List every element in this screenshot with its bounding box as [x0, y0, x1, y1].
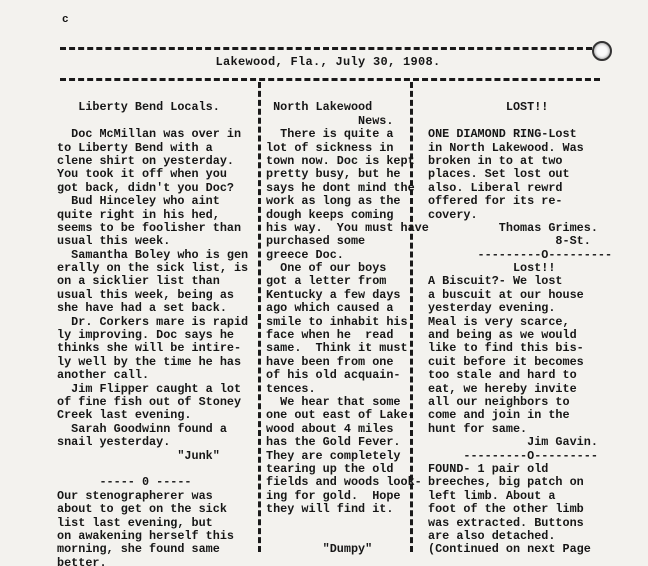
column-line: of fine fish out of Stoney	[57, 394, 242, 409]
column-line: one out east of Lake-	[266, 408, 415, 423]
column-line: on awakening herself this	[57, 528, 234, 543]
column-line: purchased some	[266, 234, 366, 249]
column-line: smile to inhabit his	[266, 314, 408, 329]
column-line: in North Lakewood. Was	[428, 140, 584, 155]
column-line: erally on the sick list, is	[57, 261, 249, 276]
top-rule	[60, 47, 592, 50]
column-line: Thomas Grimes.	[428, 220, 598, 235]
column-line: There is quite a	[266, 127, 394, 142]
column-line: Bud Hinceley who aint	[57, 194, 220, 209]
column-line: work as long as the	[266, 194, 401, 209]
column-line: FOUND- 1 pair old	[428, 461, 549, 476]
column-line: better.	[57, 555, 107, 566]
column-line: broken in to at two	[428, 153, 563, 168]
column-line	[266, 517, 429, 530]
column-line: his way. You must have	[266, 220, 429, 235]
column-line: hunt for same.	[428, 421, 528, 436]
dateline: Lakewood, Fla., July 30, 1908.	[215, 55, 441, 69]
column-line: fields and woods look-	[266, 475, 422, 490]
column-line: they will find it.	[266, 502, 394, 517]
column-line	[57, 463, 248, 476]
column-line: cuit before it becomes	[428, 354, 584, 369]
column-line: A Biscuit?- We lost	[428, 274, 563, 289]
column-line: Sarah Goodwinn found a	[57, 421, 227, 436]
column-line: ---------O---------	[428, 448, 598, 463]
column-line: Kentucky a few days	[266, 287, 401, 302]
column-line: ---------O---------	[428, 247, 613, 262]
column-line: usual this week.	[57, 234, 171, 249]
column-line: a buscuit at our house	[428, 287, 584, 302]
column-line: We hear that some	[266, 394, 401, 409]
column-line: come and join in the	[428, 408, 570, 423]
column-line: 8-St.	[428, 234, 591, 249]
column-line: tences.	[266, 381, 316, 396]
column-line	[428, 88, 612, 101]
column-liberty-bend-locals	[57, 88, 248, 566]
column-line	[428, 115, 612, 128]
column-line: covery.	[428, 207, 478, 222]
column-line: Lost!!	[428, 261, 556, 276]
column-line: have been from one	[266, 354, 394, 369]
column-line: (Continued on next Page	[428, 542, 591, 557]
corner-mark: c	[62, 14, 69, 26]
column-line: greece Doc.	[266, 247, 344, 262]
column-line: "Junk"	[57, 448, 220, 463]
column-line: Samantha Boley who is gen	[57, 247, 249, 262]
column-line: lot of sickness in	[266, 140, 394, 155]
column-line: quite right in his hed,	[57, 207, 220, 222]
column-lost-and-found	[428, 88, 612, 557]
column-line: seems to be foolisher than	[57, 220, 242, 235]
column-line: has the Gold Fever.	[266, 435, 401, 450]
column-line: ly improving. Doc says he	[57, 328, 234, 343]
column-line: Liberty Bend Locals.	[57, 100, 220, 115]
column-line: foot of the other limb	[428, 502, 584, 517]
column-line: Our stenographerer was	[57, 488, 213, 503]
column-line: Creek last evening.	[57, 408, 192, 423]
column-line: also. Liberal rewrd	[428, 180, 563, 195]
column-line: yesterday evening.	[428, 301, 556, 316]
column-line: got back, didn't you Doc?	[57, 180, 234, 195]
column-line: "Dumpy"	[266, 542, 373, 557]
column-line: ago which caused a	[266, 301, 394, 316]
column-line: LOST!!	[428, 100, 549, 115]
column-line: like to find this bis-	[428, 341, 584, 356]
column-line	[57, 88, 248, 101]
column-line	[266, 88, 429, 101]
column-line: and being as we would	[428, 328, 577, 343]
column-line: got a letter from	[266, 274, 387, 289]
column-line: Meal is very scarce,	[428, 314, 570, 329]
column-line: of his old acquain-	[266, 368, 401, 383]
column-line: same. Think it must	[266, 341, 408, 356]
column-line: You took it off when you	[57, 167, 227, 182]
column-line: They are completely	[266, 448, 401, 463]
column-line: eat, we hereby invite	[428, 381, 577, 396]
column-line: too stale and hard to	[428, 368, 577, 383]
column-line: usual this week, being as	[57, 287, 234, 302]
column-line: another call.	[57, 368, 150, 383]
column-line: dough keeps coming	[266, 207, 394, 222]
column-line: tearing up the old	[266, 461, 394, 476]
column-line: town now. Doc is kept	[266, 153, 415, 168]
column-line: ly well by the time he has	[57, 354, 242, 369]
column-line: ing for gold. Hope	[266, 488, 401, 503]
column-line: all our neighbors to	[428, 394, 570, 409]
column-line	[266, 530, 429, 543]
column-line: left limb. About a	[428, 488, 556, 503]
column-line: says he dont mind the	[266, 180, 415, 195]
column-divider-1	[258, 82, 261, 552]
column-line: ONE DIAMOND RING-Lost	[428, 127, 577, 142]
column-line: Dr. Corkers mare is rapid	[57, 314, 249, 329]
column-line: snail yesterday.	[57, 435, 171, 450]
column-north-lakewood-news	[266, 88, 429, 557]
column-line: pretty busy, but he	[266, 167, 401, 182]
column-line: she have had a set back.	[57, 301, 227, 316]
column-line: North Lakewood	[266, 100, 373, 115]
column-line: Doc McMillan was over in	[57, 127, 242, 142]
column-line: to Liberty Bend with a	[57, 140, 213, 155]
column-line: about to get on the sick	[57, 502, 227, 517]
column-line: was extracted. Buttons	[428, 515, 584, 530]
column-line: list last evening, but	[57, 515, 213, 530]
column-line: News.	[266, 113, 394, 128]
column-line: Jim Flipper caught a lot	[57, 381, 242, 396]
column-line: ----- 0 -----	[57, 475, 192, 490]
column-line: One of our boys	[266, 261, 387, 276]
column-line: on a sicklier list than	[57, 274, 220, 289]
column-line: wood about 4 miles	[266, 421, 394, 436]
column-line: morning, she found same	[57, 542, 220, 557]
column-line: breeches, big patch on	[428, 475, 584, 490]
column-line: offered for its re-	[428, 194, 563, 209]
column-line: are also detached.	[428, 528, 556, 543]
column-line: Jim Gavin.	[428, 435, 598, 450]
column-line: thinks she will be intire-	[57, 341, 242, 356]
header-rule	[60, 78, 600, 81]
column-line	[57, 115, 248, 128]
column-line: face when he read	[266, 328, 394, 343]
column-line: places. Set lost out	[428, 167, 570, 182]
column-line: clene shirt on yesterday.	[57, 153, 234, 168]
